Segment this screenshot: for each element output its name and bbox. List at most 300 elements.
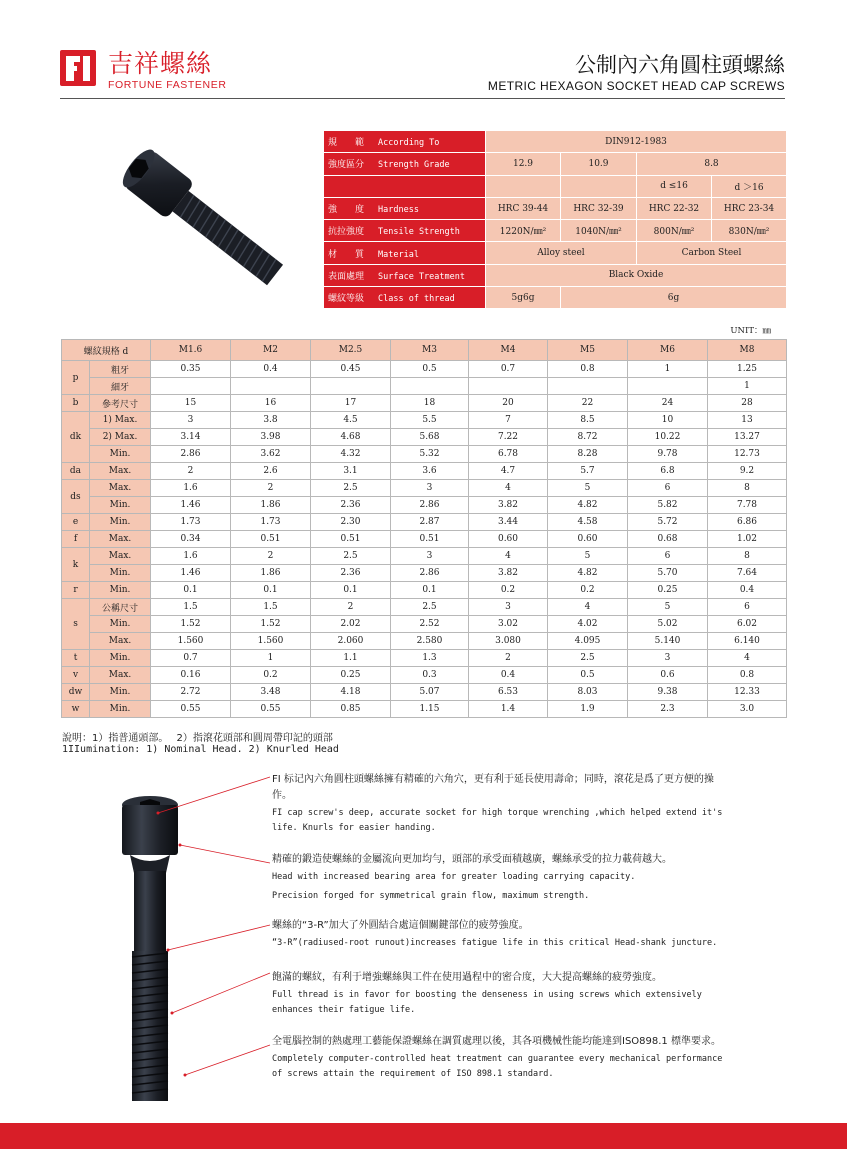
feature-text-en: “3-R”(radiused-root runout)increases fatigue life in this critical Head-shank juncture.	[272, 938, 718, 948]
dimension-value: 8	[708, 548, 787, 565]
spec-value: 8.8	[637, 153, 787, 175]
feature-block	[272, 1034, 727, 1082]
spec-value: 800N/㎜²	[637, 220, 712, 242]
dimension-value: 7	[469, 412, 548, 429]
dimension-value	[151, 378, 231, 395]
dimension-value	[231, 378, 311, 395]
dimension-value: 8.5	[548, 412, 628, 429]
spec-value: 12.9	[486, 153, 561, 175]
dimension-value: 4	[548, 599, 628, 616]
dimension-qualifier: 細牙	[90, 378, 151, 395]
dimension-value: 5.140	[628, 633, 708, 650]
brand-name-cn: 吉祥螺絲	[108, 49, 213, 78]
page-title-en: METRIC HEXAGON SOCKET HEAD CAP SCREWS	[487, 79, 785, 93]
dimension-value: 5.5	[391, 412, 469, 429]
header-size: M1.6	[151, 340, 231, 361]
dimension-symbol: w	[62, 701, 90, 718]
header-label: 螺紋規格 d	[62, 340, 151, 361]
dimension-value: 5.70	[628, 565, 708, 582]
dimension-value: 3.14	[151, 429, 231, 446]
table-row	[62, 701, 787, 718]
dimension-value: 3.080	[469, 633, 548, 650]
dimension-value: 8.28	[548, 446, 628, 463]
dimension-value: 3.82	[469, 565, 548, 582]
dimension-qualifier: 1) Max.	[90, 412, 151, 429]
spec-value: 1220N/㎜²	[486, 220, 561, 242]
dimension-value: 5.02	[628, 616, 708, 633]
dimension-qualifier: Max.	[90, 667, 151, 684]
dimension-value: 2.87	[391, 514, 469, 531]
dimension-value: 12.73	[708, 446, 787, 463]
table-row	[62, 531, 787, 548]
dimension-symbol: p	[62, 361, 90, 395]
unit-label: UNIT：㎜	[730, 326, 771, 336]
dimension-value: 9.38	[628, 684, 708, 701]
table-row	[62, 446, 787, 463]
dimension-value: 7.22	[469, 429, 548, 446]
dimension-value: 3.62	[231, 446, 311, 463]
table-row	[62, 429, 787, 446]
dimension-value: 0.8	[548, 361, 628, 378]
header-size: M6	[628, 340, 708, 361]
spec-value: 830N/㎜²	[712, 220, 787, 242]
dimension-value: 2.86	[151, 446, 231, 463]
header-size: M2.5	[311, 340, 391, 361]
dimension-qualifier: Max.	[90, 548, 151, 565]
dimension-value: 17	[311, 395, 391, 412]
spec-label-en: Class of thread	[378, 294, 455, 305]
feature-block	[272, 772, 727, 836]
spec-value: HRC 23-34	[712, 197, 787, 219]
dimension-value: 7.78	[708, 497, 787, 514]
dimension-value: 28	[708, 395, 787, 412]
dimension-value	[628, 378, 708, 395]
table-row	[62, 412, 787, 429]
dimension-value: 4.02	[548, 616, 628, 633]
feature-text-cn: 螺絲的“3-R”加大了外圓結合處這個關鍵部位的疲勞強度。	[272, 920, 529, 931]
spec-value: 1040N/㎜²	[561, 220, 637, 242]
dimension-symbol: dk	[62, 412, 90, 463]
dimension-symbol: t	[62, 650, 90, 667]
dimension-value: 0.25	[311, 667, 391, 684]
table-row	[62, 599, 787, 616]
dimension-value: 13	[708, 412, 787, 429]
dimension-value: 2.6	[231, 463, 311, 480]
dimension-value: 0.1	[311, 582, 391, 599]
dimension-value: 10	[628, 412, 708, 429]
spec-row-according	[324, 131, 787, 153]
spec-table	[323, 130, 787, 309]
dimension-value: 1.1	[311, 650, 391, 667]
dimension-value: 1.86	[231, 565, 311, 582]
dimension-value: 4.58	[548, 514, 628, 531]
dimension-value: 0.60	[469, 531, 548, 548]
dimension-value: 3.98	[231, 429, 311, 446]
dimension-value: 0.2	[548, 582, 628, 599]
dimension-value: 2.86	[391, 497, 469, 514]
spec-label-en: Material	[378, 249, 419, 260]
dimension-symbol: ds	[62, 480, 90, 514]
dimension-value: 1	[708, 378, 787, 395]
spec-value: 6g	[561, 287, 787, 309]
dimension-value: 3.44	[469, 514, 548, 531]
dimension-qualifier: Min.	[90, 446, 151, 463]
dimension-symbol: da	[62, 463, 90, 480]
dimension-symbol: s	[62, 599, 90, 650]
feature-text-en: Precision forged for symmetrical grain flow, maximum strength.	[272, 891, 590, 901]
dimension-value: 2.060	[311, 633, 391, 650]
dimension-value: 3.0	[708, 701, 787, 718]
dimension-value: 3.6	[391, 463, 469, 480]
dimension-value: 0.45	[311, 361, 391, 378]
dimension-value: 0.55	[231, 701, 311, 718]
dimension-table	[61, 339, 787, 718]
feature-text-en: Head with increased bearing area for greater loading carrying capacity.	[272, 872, 636, 882]
dimension-value: 3.02	[469, 616, 548, 633]
dimension-value: 0.35	[151, 361, 231, 378]
dimension-value: 0.51	[311, 531, 391, 548]
dimension-value: 0.68	[628, 531, 708, 548]
dimension-value: 1.73	[151, 514, 231, 531]
dimension-value: 1	[628, 361, 708, 378]
dimension-value: 22	[548, 395, 628, 412]
dimension-value: 0.34	[151, 531, 231, 548]
dimension-qualifier: 粗牙	[90, 361, 151, 378]
dimension-value: 5	[628, 599, 708, 616]
spec-label-en: Strength Grade	[378, 160, 450, 171]
dimension-value: 4.18	[311, 684, 391, 701]
dimension-value	[548, 378, 628, 395]
dimension-value: 4.82	[548, 565, 628, 582]
dimension-symbol: dw	[62, 684, 90, 701]
spec-row-hardness	[324, 197, 787, 219]
dimension-qualifier: 參考尺寸	[90, 395, 151, 412]
dimension-value: 0.4	[231, 361, 311, 378]
table-row	[62, 378, 787, 395]
table-row	[62, 684, 787, 701]
spec-row-tensile	[324, 220, 787, 242]
fortune-logo-icon	[60, 50, 96, 86]
dimension-value: 2.5	[311, 548, 391, 565]
table-row	[62, 395, 787, 412]
table-row	[62, 650, 787, 667]
dimension-value	[469, 378, 548, 395]
spec-label-en: Tensile Strength	[378, 227, 460, 238]
dimension-value: 1.52	[231, 616, 311, 633]
spec-label-cn: 表面處理	[328, 271, 365, 282]
dimension-value: 13.27	[708, 429, 787, 446]
dimension-value: 4.68	[311, 429, 391, 446]
dimension-value: 12.33	[708, 684, 787, 701]
table-row	[62, 633, 787, 650]
dimension-value: 3	[151, 412, 231, 429]
spec-row-grade	[324, 153, 787, 175]
dimension-value: 2	[151, 463, 231, 480]
spec-row-size	[324, 175, 787, 197]
dimension-value	[311, 378, 391, 395]
dimension-value: 24	[628, 395, 708, 412]
dimension-value: 3.1	[311, 463, 391, 480]
dimension-qualifier: Min.	[90, 650, 151, 667]
dimension-value: 16	[231, 395, 311, 412]
dimension-value: 2.3	[628, 701, 708, 718]
dimension-value: 2.02	[311, 616, 391, 633]
header-divider	[60, 98, 785, 99]
dimension-value: 4	[469, 480, 548, 497]
dimension-qualifier: Min.	[90, 497, 151, 514]
table-row	[62, 497, 787, 514]
spec-label-cn: 抗拉強度	[328, 227, 365, 238]
header-size: M8	[708, 340, 787, 361]
dimension-value: 6.8	[628, 463, 708, 480]
spec-label-en: According To	[378, 138, 440, 149]
dimension-value: 1.86	[231, 497, 311, 514]
spec-label-cn: 規 範	[328, 138, 365, 149]
dimension-value: 7.64	[708, 565, 787, 582]
feature-text-en: Full thread is in favor for boosting the denseness in using screws which extensively enhances their fatigue life.	[272, 990, 702, 1015]
dimension-value: 3.8	[231, 412, 311, 429]
header-size: M4	[469, 340, 548, 361]
dimension-value: 1.4	[469, 701, 548, 718]
dimension-qualifier: Min.	[90, 616, 151, 633]
dimension-value: 1.52	[151, 616, 231, 633]
header-size: M2	[231, 340, 311, 361]
dimension-value: 4.095	[548, 633, 628, 650]
spec-value: d ≤16	[637, 175, 712, 197]
dimension-value: 2	[469, 650, 548, 667]
dimension-value: 8.72	[548, 429, 628, 446]
dimension-value: 0.16	[151, 667, 231, 684]
spec-value: d ＞16	[712, 175, 787, 197]
footer-bar	[0, 1123, 847, 1149]
table-row	[62, 565, 787, 582]
dimension-value: 0.5	[548, 667, 628, 684]
dimension-value: 8.03	[548, 684, 628, 701]
spec-value: 5g6g	[486, 287, 561, 309]
spec-value: 10.9	[561, 153, 637, 175]
feature-text-cn: 全電腦控制的熱處理工藝能保證螺絲在調質處理以後，其各項機械性能均能達到ISO898.1 標準要求。	[272, 1036, 721, 1047]
dimension-value: 0.3	[391, 667, 469, 684]
feature-block	[272, 970, 727, 1018]
spec-row-material	[324, 242, 787, 264]
dimension-value: 0.51	[391, 531, 469, 548]
feature-text-cn: 飽滿的螺紋，有利于增強螺絲與工件在使用過程中的密合度，大大提高螺絲的疲勞強度。	[272, 972, 662, 983]
dimension-value: 2.580	[391, 633, 469, 650]
dimension-value: 6.53	[469, 684, 548, 701]
dimension-qualifier: 2) Max.	[90, 429, 151, 446]
dimension-value: 0.4	[469, 667, 548, 684]
dimension-value: 5	[548, 548, 628, 565]
dimension-value: 0.25	[628, 582, 708, 599]
spec-value: Carbon Steel	[637, 242, 787, 264]
note-cn: 說明：1）指普通頭部。 2）指滾花頭部和圓周帶印記的頭部	[62, 733, 333, 744]
dimension-value: 1.15	[391, 701, 469, 718]
dimension-qualifier: Min.	[90, 582, 151, 599]
spec-label-en: Surface Treatment	[378, 271, 465, 282]
dimension-value: 3.82	[469, 497, 548, 514]
dimension-value: 1.3	[391, 650, 469, 667]
feature-text-en: Completely computer-controlled heat treatment can guarantee every mechanical performance of screws attain the requirement of ISO 898.1 standard.	[272, 1054, 723, 1079]
dimension-qualifier: Min.	[90, 514, 151, 531]
dimension-qualifier: Min.	[90, 565, 151, 582]
table-row	[62, 616, 787, 633]
dimension-value: 6	[708, 599, 787, 616]
spec-value: Alloy steel	[486, 242, 637, 264]
table-row	[62, 463, 787, 480]
dimension-value: 6.02	[708, 616, 787, 633]
header-size: M5	[548, 340, 628, 361]
dimension-value: 4.32	[311, 446, 391, 463]
dimension-value: 1.6	[151, 548, 231, 565]
dimension-value: 1.6	[151, 480, 231, 497]
dimension-value: 0.60	[548, 531, 628, 548]
dimension-value: 4	[469, 548, 548, 565]
table-row	[62, 514, 787, 531]
dimension-symbol: b	[62, 395, 90, 412]
dimension-value: 0.7	[151, 650, 231, 667]
dimension-value: 0.5	[391, 361, 469, 378]
feature-text-cn: 精確的鍛造使螺絲的金屬流向更加均勻，頭部的承受面積越廣，螺絲承受的拉力載荷越大。	[272, 854, 672, 865]
dimension-value: 3.48	[231, 684, 311, 701]
dimension-value: 0.85	[311, 701, 391, 718]
dimension-value: 2.52	[391, 616, 469, 633]
dimension-value: 0.8	[708, 667, 787, 684]
dimension-value: 5.82	[628, 497, 708, 514]
dimension-value: 1.02	[708, 531, 787, 548]
dimension-value: 2.5	[311, 480, 391, 497]
dimension-value: 8	[708, 480, 787, 497]
dimension-symbol: f	[62, 531, 90, 548]
dimension-value: 3	[391, 548, 469, 565]
dimension-value: 6	[628, 548, 708, 565]
dimension-value: 0.2	[469, 582, 548, 599]
dimension-symbol: r	[62, 582, 90, 599]
dimension-value	[391, 378, 469, 395]
dimension-value: 3	[628, 650, 708, 667]
spec-value: HRC 39-44	[486, 197, 561, 219]
dimension-value: 15	[151, 395, 231, 412]
spec-label-en: Hardness	[378, 205, 419, 216]
spec-label-cn: 強 度	[328, 205, 365, 216]
note-en: 1IIumination: 1) Nominal Head. 2) Knurled Head	[62, 744, 339, 755]
dimension-value: 9.2	[708, 463, 787, 480]
dimension-value: 4.5	[311, 412, 391, 429]
dimension-value: 2.36	[311, 565, 391, 582]
dimension-value: 5.07	[391, 684, 469, 701]
dimension-qualifier: Max.	[90, 480, 151, 497]
dimension-value: 1.73	[231, 514, 311, 531]
brand-name-en: FORTUNE FASTENER	[108, 79, 227, 91]
dimension-value: 1.5	[231, 599, 311, 616]
feature-block	[272, 918, 727, 951]
page-title-cn: 公制內六角圓柱頭螺絲	[575, 53, 785, 77]
dimension-value: 5.68	[391, 429, 469, 446]
dimension-value: 4.82	[548, 497, 628, 514]
dimension-value: 1.25	[708, 361, 787, 378]
spec-label-cn: 螺紋等級	[328, 294, 365, 305]
table-row	[62, 667, 787, 684]
dimension-value: 3	[391, 480, 469, 497]
dimension-qualifier: Max.	[90, 463, 151, 480]
spec-value: Black Oxide	[486, 264, 787, 286]
spec-value: HRC 32-39	[561, 197, 637, 219]
dimension-value: 1.46	[151, 497, 231, 514]
dimension-value: 9.78	[628, 446, 708, 463]
dimension-value: 18	[391, 395, 469, 412]
dimension-qualifier: Min.	[90, 684, 151, 701]
callout-lines	[150, 775, 275, 1105]
dimension-value: 0.7	[469, 361, 548, 378]
dimension-value: 1.46	[151, 565, 231, 582]
dimension-value: 4.7	[469, 463, 548, 480]
feature-text-en: FI cap screw's deep, accurate socket for high torque wrenching ,which helped extend it's life. Knurls for easier handing.	[272, 808, 723, 833]
screw-photo-diagonal	[90, 130, 300, 300]
spec-label-cn: 材 質	[328, 249, 365, 260]
dimension-value: 6.78	[469, 446, 548, 463]
dimension-qualifier: 公稱尺寸	[90, 599, 151, 616]
dimension-value: 1.9	[548, 701, 628, 718]
table-header-row	[62, 340, 787, 361]
dimension-value: 2.36	[311, 497, 391, 514]
table-row	[62, 582, 787, 599]
dimension-value: 0.1	[151, 582, 231, 599]
feature-text-cn: FI 标记內六角圓柱頭螺絲擁有精確的六角穴，更有利于延長使用壽命；同時，滾花是爲了更方便的操作。	[272, 774, 714, 801]
dimension-qualifier: Max.	[90, 633, 151, 650]
dimension-value: 6.86	[708, 514, 787, 531]
dimension-symbol: k	[62, 548, 90, 582]
dimension-value: 1.560	[151, 633, 231, 650]
table-row	[62, 480, 787, 497]
dimension-value: 0.6	[628, 667, 708, 684]
dimension-value: 0.55	[151, 701, 231, 718]
dimension-symbol: v	[62, 667, 90, 684]
table-row	[62, 548, 787, 565]
dimension-value: 5.32	[391, 446, 469, 463]
dimension-value: 5.7	[548, 463, 628, 480]
dimension-value: 0.2	[231, 667, 311, 684]
dimension-qualifier: Max.	[90, 531, 151, 548]
spec-row-surface	[324, 264, 787, 286]
header-size: M3	[391, 340, 469, 361]
dimension-value: 0.51	[231, 531, 311, 548]
dimension-value: 2	[231, 480, 311, 497]
dimension-value: 0.1	[391, 582, 469, 599]
dimension-value: 4	[708, 650, 787, 667]
dimension-symbol: e	[62, 514, 90, 531]
dimension-value: 1.560	[231, 633, 311, 650]
dimension-value: 0.4	[708, 582, 787, 599]
dimension-value: 2.86	[391, 565, 469, 582]
dimension-value: 3	[469, 599, 548, 616]
dimension-value: 2	[311, 599, 391, 616]
dimension-value: 2	[231, 548, 311, 565]
table-row	[62, 361, 787, 378]
dimension-value: 10.22	[628, 429, 708, 446]
dimension-value: 5	[548, 480, 628, 497]
dimension-value: 1	[231, 650, 311, 667]
dimension-value: 6.140	[708, 633, 787, 650]
spec-value: HRC 22-32	[637, 197, 712, 219]
dimension-value: 6	[628, 480, 708, 497]
dimension-value: 1.5	[151, 599, 231, 616]
spec-row-thread	[324, 287, 787, 309]
dimension-qualifier: Min.	[90, 701, 151, 718]
dimension-value: 2.5	[548, 650, 628, 667]
dimension-value: 20	[469, 395, 548, 412]
dimension-value: 0.1	[231, 582, 311, 599]
dimension-value: 2.5	[391, 599, 469, 616]
dimension-value: 2.72	[151, 684, 231, 701]
